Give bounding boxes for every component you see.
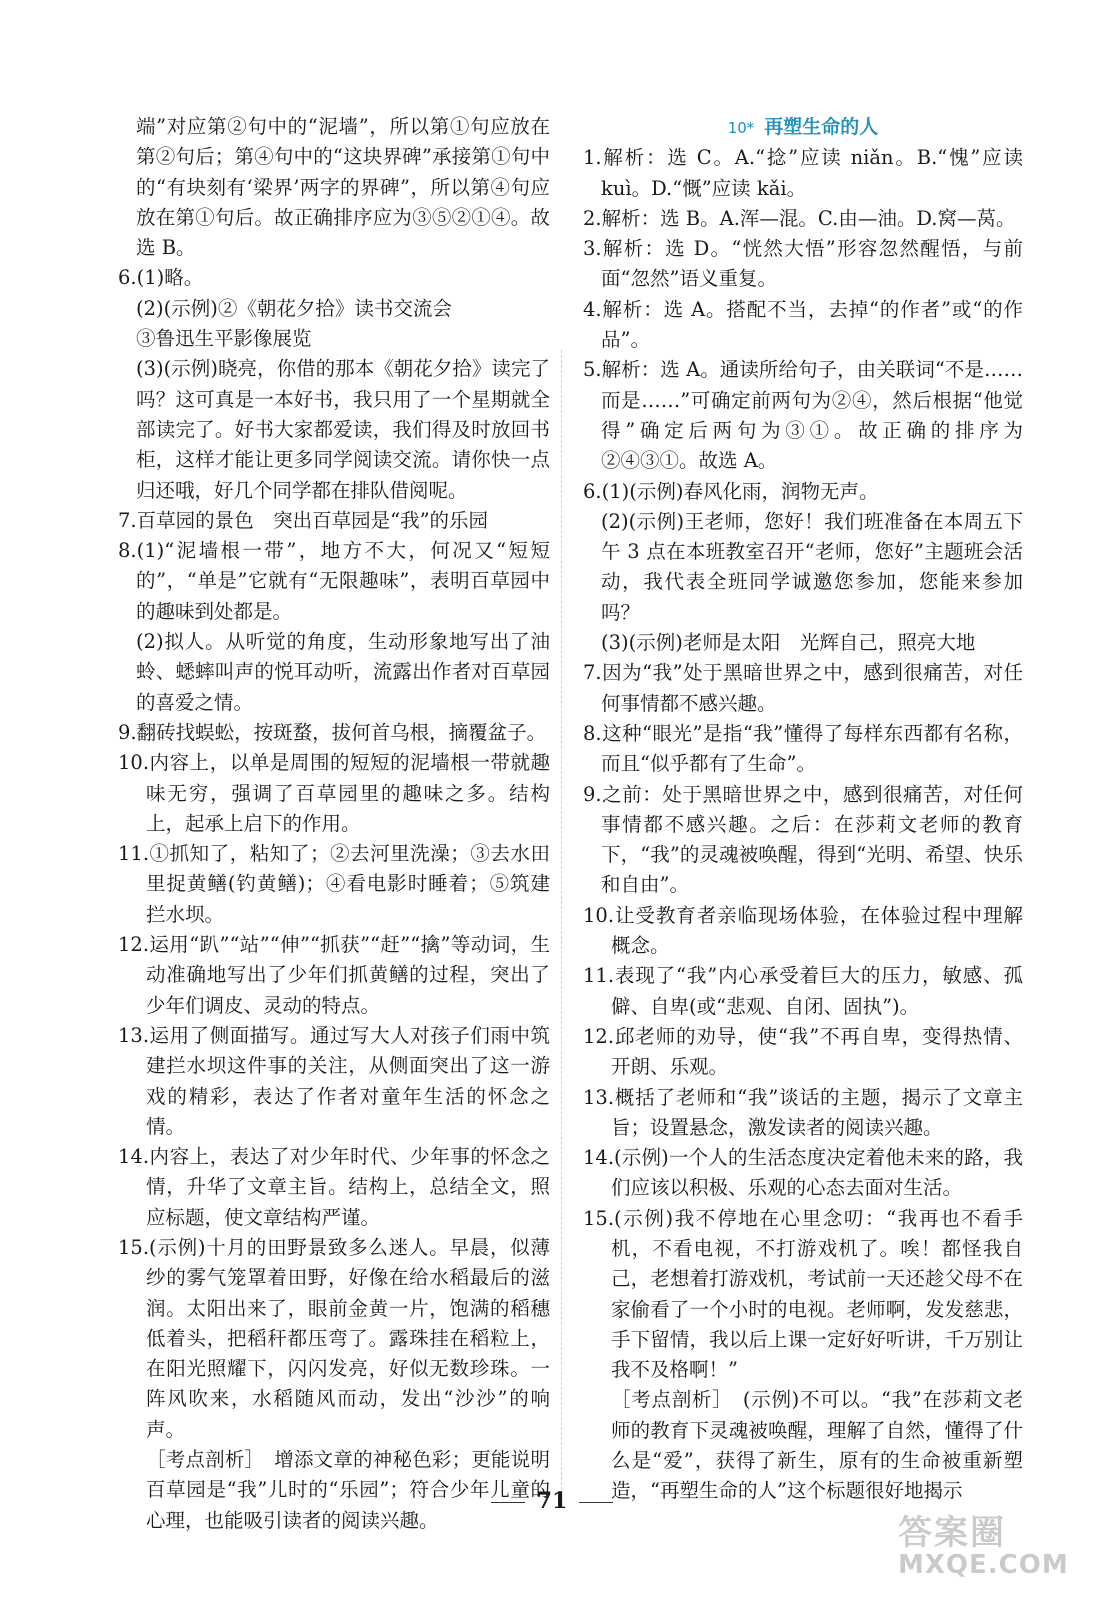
- right-para-6: (2)(示例)王老师，您好！我们班准备在本周五下午 3 点在本班教室召开“老师，您好”主题班会活动，我代表全班同学诚邀您参加，您能来参加吗？: [601, 509, 1023, 624]
- left-para-12: 13.运用了侧面描写。通过写大人对孩子们雨中筑建拦水坝这件事的关注，从侧面突出了这一游戏的精彩，表达了作者对童年生活的怀念之情。: [118, 1023, 550, 1138]
- left-para-5: 7.百草园的景色 突出百草园是“我”的乐园: [118, 508, 489, 532]
- left-para-6: 8.(1)“泥墙根一带”，地方不大，何况又“短短的”，“单是”它就有“无限趣味”，表明百草园中的趣味到处都是。: [118, 539, 550, 623]
- right-para-9: 8.这种“眼光”是指“我”懂得了每样东西都有名称，而且“似乎都有了生命”。: [583, 721, 1023, 776]
- left-para-13: 14.内容上，表达了对少年时代、少年事的怀念之情，升华了文章主旨。结构上，总结全文，照应标题，使文章结构严谨。: [118, 1145, 550, 1229]
- right-para-5: 6.(1)(示例)春风化雨，润物无声。: [583, 479, 879, 503]
- right-para-10: 9.之前：处于黑暗世界之中，感到很痛苦，对任何事情都不感兴趣。之后：在莎莉文老师的教育下，“我”的灵魂被唤醒，得到“光明、希望、快乐和自由”。: [583, 782, 1023, 897]
- right-para-7: (3)(示例)老师是太阳 光辉自己，照亮大地: [601, 631, 976, 655]
- section-name: 再塑生命的人: [764, 116, 879, 138]
- left-para-9: 10.内容上，以单是周围的短短的泥墙根一带就趣味无穷，强调了百草园里的趣味之多。结构上，起承上启下的作用。: [118, 751, 550, 835]
- right-para-17: ［考点剖析］ (示例)不可以。“我”在莎莉文老师的教育下灵魂被唤醒，理解了自然，懂得了什么是“爱”，获得了新生，原有的生命被重新塑造，“再塑生命的人”这个标题很好地揭示: [611, 1388, 1023, 1503]
- right-column: [583, 112, 1023, 1507]
- left-para-3: ③鲁迅生平影像展览: [136, 327, 312, 351]
- right-para-0: 1.解析：选 C。A.“捻”应读 niǎn。B.“愧”应读 kuì。D.“慨”应读 kǎi。: [583, 146, 1023, 200]
- left-para-4: (3)(示例)晓亮，你借的那本《朝花夕拾》读完了吗？这可真是一本好书，我只用了一个星期就全部读完了。好书大家都爱读，我们得及时放回书柜，这样才能让更多同学阅读交流。请你快一点归还哦，好几个同学都在排队借阅呢。: [136, 357, 550, 502]
- left-para-0: 端”对应第②句中的“泥墙”，所以第①句应放在第②句后；第④句中的“这块界碑”承接第①句中的“有块刻有‘梁界’两字的界碑”，所以第④句应放在第①句后。故正确排序应为③⑤②①④。故选 B。: [136, 115, 550, 260]
- left-para-8: 9.翻砖找蜈蚣，按斑蝥，拔何首乌根，摘覆盆子。: [118, 720, 547, 744]
- right-para-11: 10.让受教育者亲临现场体验，在体验过程中理解概念。: [583, 903, 1023, 958]
- section-number: 10*: [727, 119, 755, 137]
- page-number-dash-left: [491, 1502, 525, 1503]
- right-para-4: 5.解析：选 A。通读所给句子，由关联词“不是……而是……”可确定前两句为②④，然后根据“他觉得”确定后两句为③①。故正确的排序为②④③①。故选 A。: [583, 358, 1023, 473]
- watermark-logo: [898, 1505, 1078, 1587]
- right-para-14: 13.概括了老师和“我”谈话的主题，揭示了文章主旨；设置悬念，激发读者的阅读兴趣。: [583, 1085, 1023, 1139]
- left-para-11: 12.运用“趴”“站”“伸”“抓获”“赶”“擒”等动词，生动准确地写出了少年们抓黄鳝的过程，突出了少年们调皮、灵动的特点。: [118, 933, 550, 1017]
- section-title: [583, 112, 1023, 143]
- left-para-7: (2)拟人。从听觉的角度，生动形象地写出了油蛉、蟋蟀叫声的悦耳动听，流露出作者对百草园的喜爱之情。: [136, 630, 550, 714]
- left-para-2: (2)(示例)②《朝花夕拾》读书交流会: [136, 296, 452, 320]
- page-number-dash-right: [579, 1502, 613, 1503]
- right-para-12: 11.表现了“我”内心承受着巨大的压力，敏感、孤僻、自卑(或“悲观、自闭、固执”)。: [583, 964, 1023, 1018]
- left-para-10: 11.①抓知了，粘知了；②去河里洗澡；③去水田里捉黄鳝(钓黄鳝)；④看电影时睡着；⑤筑建拦水坝。: [118, 842, 550, 926]
- right-para-2: 3.解析：选 D。“恍然大悟”形容忽然醒悟，与前面“忽然”语义重复。: [583, 237, 1023, 291]
- right-para-8: 7.因为“我”处于黑暗世界之中，感到很痛苦，对任何事情都不感兴趣。: [583, 661, 1023, 715]
- left-para-14: 15.(示例)十月的田野景致多么迷人。早晨，似薄纱的雾气笼罩着田野，好像在给水稻最后的滋润。太阳出来了，眼前金黄一片，饱满的稻穗低着头，把稻秆都压弯了。露珠挂在稻粒上，在阳光照耀下，闪闪发亮，好似无数珍珠。一阵风吹来，水稻随风而动，发出“沙沙”的响声。: [118, 1235, 550, 1441]
- left-para-15: ［考点剖析］ 增添文章的神秘色彩；更能说明百草园是“我”儿时的“乐园”；符合少年儿童的心理，也能吸引读者的阅读兴趣。: [146, 1448, 550, 1532]
- column-divider: [561, 350, 562, 1500]
- watermark-chars: 答案圈: [898, 1513, 1006, 1553]
- watermark-url: MXQE.COM: [898, 1550, 1069, 1580]
- page-number-text: 71: [536, 1488, 568, 1514]
- right-para-13: 12.邱老师的劝导，使“我”不再自卑，变得热情、开朗、乐观。: [583, 1024, 1023, 1079]
- right-para-16: 15.(示例)我不停地在心里念叨：“我再也不看手机，不看电视，不打游戏机了。唉！都怪我自己，老想着打游戏机，考试前一天还趁父母不在家偷看了一个小时的电视。老师啊，发发慈悲，手下留情，我以后上课一定好好听讲，千万别让我不及格啊！”: [583, 1206, 1023, 1382]
- left-column: [118, 112, 550, 1536]
- right-para-1: 2.解析：选 B。A.浑—混。C.由—油。D.窝—莴。: [583, 206, 1016, 230]
- right-para-15: 14.(示例)一个人的生活态度决定着他未来的路，我们应该以积极、乐观的心态去面对生活。: [583, 1146, 1023, 1200]
- right-para-3: 4.解析：选 A。搭配不当，去掉“的作者”或“的作品”。: [583, 297, 1023, 352]
- left-para-1: 6.(1)略。: [118, 266, 204, 290]
